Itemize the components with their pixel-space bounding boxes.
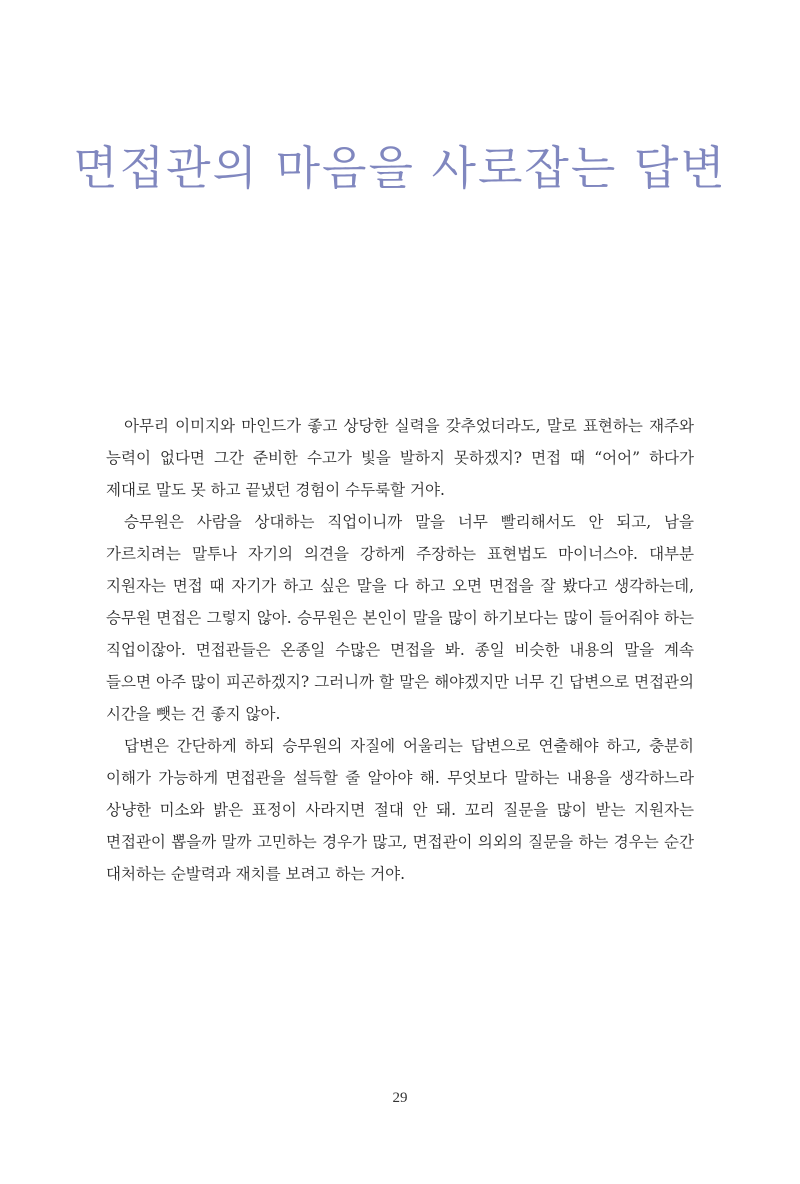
paragraph-3: 답변은 간단하게 하되 승무원의 자질에 어울리는 답변으로 연출해야 하고, 충분히 이해가 가능하게 면접관을 설득할 줄 알아야 해. 무엇보다 말하는 내용을 생각하느라 상냥한 미소와 밝은 표정이 사라지면 절대 안 돼. 꼬리 질문을 많이 받는 지원자는 면접관이 뽑을까 말까 고민하는 경우가 많고, 면접관이 의외의 질문을 하는 경우는 순간 대처하는 순발력과 재치를 보려고 하는 거야. xyxy=(106,737,694,883)
body-text xyxy=(106,410,694,890)
paragraph-2: 승무원은 사람을 상대하는 직업이니까 말을 너무 빨리해서도 안 되고, 남을 가르치려는 말투나 자기의 의견을 강하게 주장하는 표현법도 마이너스야. 대부분 지원자는 면접 때 자기가 하고 싶은 말을 다 하고 오면 면접을 잘 봤다고 생각하는데, 승무원 면접은 그렇지 않아. 승무원은 본인이 말을 많이 하기보다는 많이 들어줘야 하는 직업이잖아. 면접관들은 온종일 수많은 면접을 봐. 종일 비슷한 내용의 말을 계속 들으면 아주 많이 피곤하겠지? 그러니까 할 말은 해야겠지만 너무 긴 답변으로 면접관의 시간을 뺏는 건 좋지 않아. xyxy=(106,513,694,723)
chapter-title: 면접관의 마음을 사로잡는 답변 xyxy=(73,141,727,195)
paragraph-1: 아무리 이미지와 마인드가 좋고 상당한 실력을 갖추었더라도, 말로 표현하는 재주와 능력이 없다면 그간 준비한 수고가 빛을 발하지 못하겠지? 면접 때 “어어” 하다가 제대로 말도 못 하고 끝냈던 경험이 수두룩할 거야. xyxy=(106,417,694,499)
page-number: 29 xyxy=(392,1090,408,1106)
